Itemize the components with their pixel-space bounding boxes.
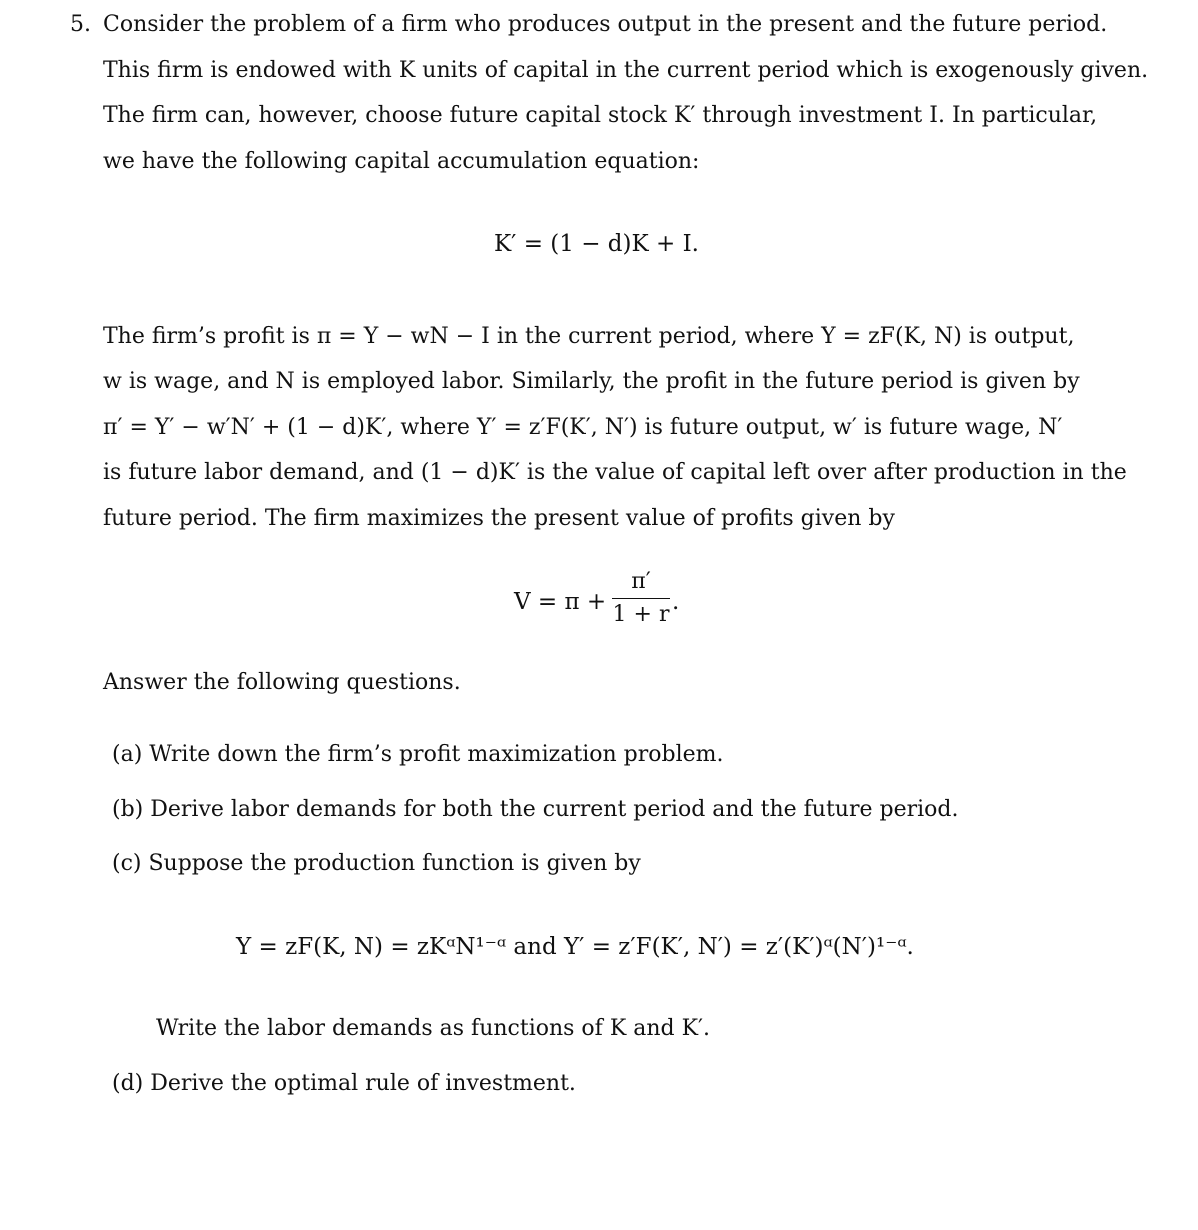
question-c: (c) Suppose the production function is given by (112, 851, 641, 876)
intro-line-4: we have the following capital accumulation equation: (103, 149, 700, 174)
profit-line-1: The firm’s profit is π = Y − wN − I in the current period, where Y = zF(K, N) is output, (103, 324, 1075, 349)
value-equation-period: . (672, 589, 680, 615)
profit-line-5: future period. The firm maximizes the present value of profits given by (103, 506, 895, 531)
profit-line-2: w is wage, and N is employed labor. Similarly, the profit in the future period is given by (103, 369, 1080, 394)
profit-line-3: π′ = Y′ − w′N′ + (1 − d)K′, where Y′ = z′F(K′, N′) is future output, w′ is future wage, N′ (103, 415, 1063, 440)
question-d: (d) Derive the optimal rule of investment. (112, 1071, 576, 1096)
capital-accumulation-equation: K′ = (1 − d)K + I. (494, 231, 699, 257)
value-equation-lhs: V = π + (514, 589, 607, 615)
profit-line-4: is future labor demand, and (1 − d)K′ is the value of capital left over after production in the (103, 460, 1127, 485)
fraction-bar (612, 598, 670, 599)
production-function-equation: Y = zF(K, N) = zKᵅN¹⁻ᵅ and Y′ = z′F(K′, N′) = z′(K′)ᵅ(N′)¹⁻ᵅ. (236, 934, 914, 960)
question-a: (a) Write down the firm’s profit maximization problem. (112, 742, 724, 767)
problem-number: 5. (70, 12, 91, 37)
intro-line-3: The firm can, however, choose future capital stock K′ through investment I. In particular, (103, 103, 1098, 128)
answer-prompt: Answer the following questions. (103, 670, 461, 695)
fraction-numerator: π′ (631, 569, 651, 594)
intro-line-2: This firm is endowed with K units of capital in the current period which is exogenously given. (103, 58, 1149, 83)
question-b: (b) Derive labor demands for both the current period and the future period. (112, 797, 959, 822)
value-equation-fraction (612, 568, 670, 628)
question-c-followup: Write the labor demands as functions of K and K′. (156, 1016, 711, 1041)
intro-line-1: Consider the problem of a firm who produces output in the present and the future period. (103, 12, 1108, 37)
fraction-denominator: 1 + r (612, 602, 670, 627)
